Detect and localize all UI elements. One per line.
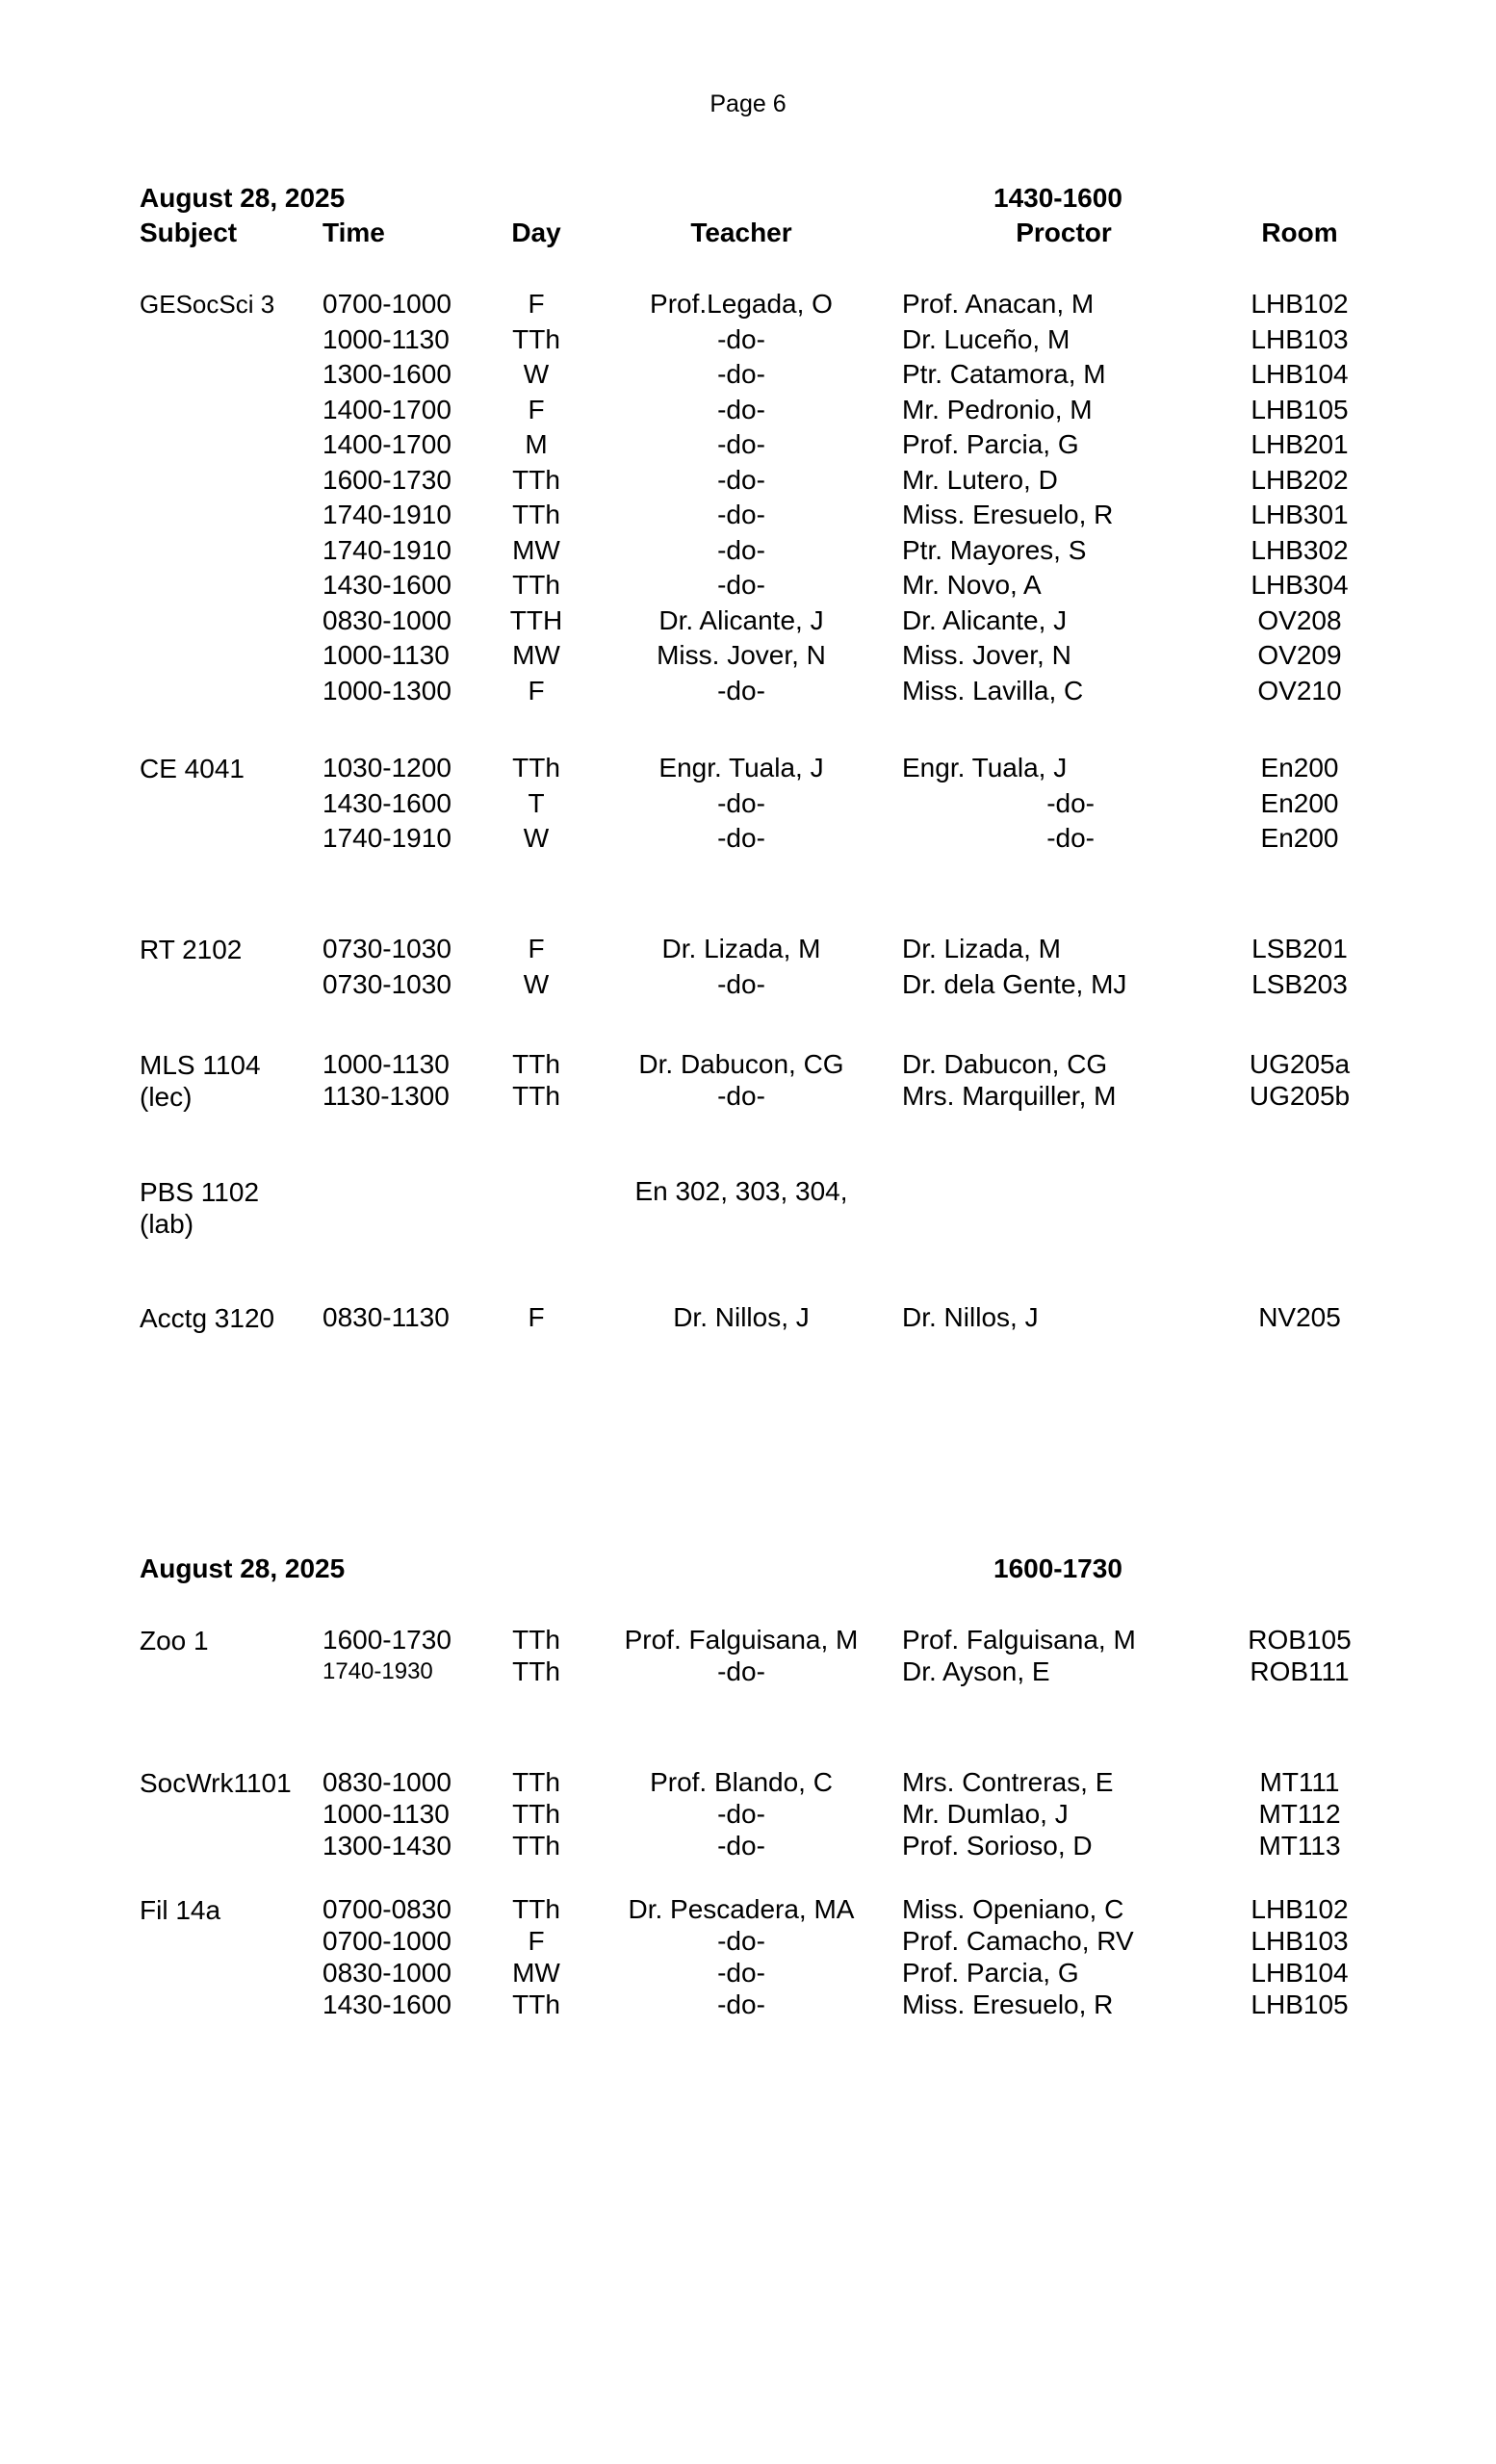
schedule-row: [0, 1656, 1496, 1688]
exam-time: 1400-1700: [322, 429, 451, 459]
teacher-name: -do-: [717, 1831, 765, 1861]
room-code: LHB104: [1251, 1958, 1349, 1988]
subject-code: Fil 14a: [140, 1895, 221, 1925]
exam-day: TTh: [512, 1831, 560, 1861]
exam-day: TTh: [512, 1767, 560, 1797]
subject-code: SocWrk1101: [140, 1768, 292, 1798]
proctor-name: Prof. Parcia, G: [902, 429, 1079, 459]
room-code: LHB301: [1251, 500, 1349, 529]
schedule-row: [0, 676, 1496, 711]
schedule-row: [0, 788, 1496, 824]
exam-time: 0700-1000: [322, 289, 451, 319]
proctor-name: Prof. Camacho, RV: [902, 1926, 1134, 1956]
schedule-row: [0, 535, 1496, 571]
page-number: Page 6: [709, 90, 787, 117]
header-proctor: Proctor: [1016, 218, 1112, 247]
schedule-row: [0, 1926, 1496, 1958]
teacher-name: En 302, 303, 304,: [634, 1176, 848, 1206]
subject-code: Acctg 3120: [140, 1303, 275, 1333]
teacher-name: Miss. Jover, N: [657, 640, 826, 670]
exam-day: T: [528, 787, 545, 818]
section-time-slot: 1430-1600: [993, 183, 1122, 213]
schedule-row: [0, 1989, 1496, 2021]
room-code: LHB103: [1251, 1926, 1349, 1956]
room-code: En200: [1260, 753, 1339, 783]
exam-day: F: [528, 1302, 545, 1332]
room-code: MT112: [1258, 1799, 1341, 1829]
exam-time: 1430-1600: [322, 787, 451, 818]
proctor-name: Dr. Lizada, M: [902, 934, 1061, 963]
schedule-row: [0, 934, 1496, 969]
schedule-rows: [0, 1767, 1496, 1862]
schedule-rows: [0, 1049, 1496, 1113]
proctor-name: Prof. Sorioso, D: [902, 1831, 1093, 1861]
teacher-name: Dr. Lizada, M: [661, 934, 821, 963]
room-code: LHB104: [1251, 359, 1349, 389]
exam-time: 1740-1910: [322, 500, 451, 529]
teacher-name: Dr. Alicante, J: [658, 604, 824, 635]
exam-time: 0830-1000: [322, 1767, 451, 1797]
subject-type: (lab): [140, 1209, 194, 1239]
teacher-name: -do-: [717, 500, 765, 529]
teacher-name: Prof. Falguisana, M: [624, 1625, 859, 1655]
exam-time: 1400-1700: [322, 394, 451, 424]
proctor-name: Miss. Jover, N: [902, 640, 1071, 670]
proctor-name: Miss. Eresuelo, R: [902, 1989, 1114, 2019]
proctor-name: Mrs. Marquiller, M: [902, 1081, 1117, 1111]
proctor-name: Prof. Parcia, G: [902, 1958, 1079, 1988]
exam-day: TTh: [512, 1625, 560, 1655]
section-date: August 28, 2025: [140, 1553, 346, 1583]
schedule-row: [0, 969, 1496, 1005]
room-code: LHB102: [1251, 289, 1349, 319]
subject-code: CE 4041: [140, 754, 245, 783]
exam-day: MW: [512, 640, 560, 670]
room-code: OV210: [1257, 675, 1342, 706]
teacher-name: -do-: [717, 429, 765, 459]
exam-time: 1030-1200: [322, 753, 451, 783]
subject-type: (lec): [140, 1082, 193, 1112]
schedule-rows: [0, 289, 1496, 710]
teacher-name: Dr. Nillos, J: [673, 1302, 810, 1332]
proctor-name: Mr. Novo, A: [902, 570, 1042, 600]
proctor-name: Dr. Nillos, J: [902, 1302, 1039, 1332]
teacher-name: -do-: [717, 1926, 765, 1956]
schedule-row: [0, 823, 1496, 859]
header-subject: Subject: [140, 218, 238, 247]
exam-time: 1000-1130: [322, 1799, 450, 1829]
exam-time: 1740-1930: [322, 1658, 433, 1684]
schedule-row: [0, 289, 1496, 324]
teacher-name: -do-: [717, 464, 765, 495]
teacher-name: -do-: [717, 323, 765, 354]
exam-day: W: [523, 823, 550, 853]
room-code: LSB203: [1251, 968, 1348, 999]
exam-time: 0700-0830: [322, 1894, 451, 1924]
proctor-name: Miss. Eresuelo, R: [902, 500, 1114, 529]
exam-time: 0830-1000: [322, 1958, 451, 1988]
teacher-name: -do-: [717, 675, 765, 706]
proctor-name: Dr. Ayson, E: [902, 1656, 1050, 1686]
exam-day: TTh: [512, 1989, 560, 2019]
room-code: OV209: [1257, 640, 1342, 670]
schedule-row: [0, 1081, 1496, 1113]
exam-day: MW: [512, 1958, 560, 1988]
schedule-row: [0, 1799, 1496, 1831]
room-code: LHB201: [1251, 429, 1349, 459]
teacher-name: -do-: [717, 394, 765, 424]
teacher-name: -do-: [717, 1958, 765, 1988]
schedule-row: [0, 605, 1496, 641]
schedule-rows: [0, 1894, 1496, 2021]
exam-day: TTh: [512, 1049, 560, 1079]
schedule-rows: [0, 1302, 1496, 1338]
teacher-name: -do-: [717, 359, 765, 389]
exam-day: F: [528, 934, 545, 963]
proctor-name: Prof. Anacan, M: [902, 289, 1095, 319]
exam-time: 0700-1000: [322, 1926, 451, 1956]
room-code: LHB103: [1251, 323, 1349, 354]
teacher-name: Engr. Tuala, J: [658, 753, 824, 783]
room-code: LHB102: [1251, 1894, 1349, 1924]
exam-day: W: [523, 359, 550, 389]
exam-time: 1130-1300: [322, 1081, 450, 1111]
schedule-row: [0, 500, 1496, 535]
proctor-name: Miss. Openiano, C: [902, 1894, 1124, 1924]
proctor-name: Dr. dela Gente, MJ: [902, 968, 1127, 999]
exam-time: 1430-1600: [322, 570, 451, 600]
exam-time: 1600-1730: [322, 1625, 451, 1655]
room-code: LHB105: [1251, 1989, 1349, 2019]
exam-day: W: [523, 968, 550, 999]
subject-code: PBS 1102: [140, 1177, 260, 1207]
room-code: MT113: [1258, 1831, 1341, 1861]
teacher-name: -do-: [717, 787, 765, 818]
teacher-name: Prof. Blando, C: [650, 1767, 833, 1797]
room-code: NV205: [1258, 1302, 1341, 1332]
header-teacher: Teacher: [690, 218, 792, 247]
exam-day: F: [528, 1926, 545, 1956]
schedule-row: [0, 465, 1496, 500]
exam-time: 0730-1030: [322, 934, 451, 963]
section-time-slot: 1600-1730: [993, 1553, 1122, 1583]
schedule-row: [0, 324, 1496, 360]
exam-day: MW: [512, 534, 560, 565]
proctor-name: Ptr. Mayores, S: [902, 534, 1087, 565]
subject-code: RT 2102: [140, 935, 243, 964]
proctor-name: Mr. Pedronio, M: [902, 394, 1093, 424]
exam-time: 1000-1130: [322, 1049, 450, 1079]
teacher-name: -do-: [717, 823, 765, 853]
teacher-name: Dr. Dabucon, CG: [638, 1049, 844, 1079]
exam-day: F: [528, 289, 545, 319]
exam-time: 1430-1600: [322, 1989, 451, 2019]
exam-time: 1000-1130: [322, 323, 450, 354]
room-code: OV208: [1257, 604, 1342, 635]
proctor-name: Dr. Luceño, M: [902, 323, 1070, 354]
proctor-name: Mrs. Contreras, E: [902, 1767, 1114, 1797]
exam-day: M: [525, 429, 548, 459]
header-day: Day: [511, 218, 561, 247]
teacher-name: -do-: [717, 1989, 765, 2019]
exam-day: F: [528, 394, 545, 424]
exam-day: TTh: [512, 1656, 560, 1686]
schedule-rows: [0, 1176, 1496, 1212]
exam-day: TTh: [512, 1894, 560, 1924]
exam-day: TTh: [512, 500, 560, 529]
room-code: LHB105: [1251, 394, 1349, 424]
room-code: LHB202: [1251, 464, 1349, 495]
schedule-row: [0, 1625, 1496, 1656]
exam-day: TTh: [512, 464, 560, 495]
room-code: MT111: [1259, 1767, 1340, 1797]
room-code: UG205a: [1249, 1049, 1351, 1079]
teacher-name: -do-: [717, 1799, 765, 1829]
schedule-rows: [0, 1625, 1496, 1688]
teacher-name: Prof.Legada, O: [650, 289, 833, 319]
schedule-row: [0, 1176, 1496, 1212]
teacher-name: -do-: [717, 968, 765, 999]
schedule-rows: [0, 753, 1496, 859]
proctor-name: Dr. Dabucon, CG: [902, 1049, 1108, 1079]
section-date: August 28, 2025: [140, 183, 346, 213]
schedule-row: [0, 1767, 1496, 1799]
teacher-name: -do-: [717, 534, 765, 565]
exam-day: TTh: [512, 1081, 560, 1111]
exam-time: 0830-1000: [322, 604, 451, 635]
room-code: UG205b: [1249, 1081, 1351, 1111]
room-code: En200: [1260, 823, 1339, 853]
schedule-row: [0, 1894, 1496, 1926]
exam-time: 1740-1910: [322, 534, 451, 565]
subject-code: Zoo 1: [140, 1626, 209, 1656]
exam-day: TTH: [509, 604, 563, 635]
teacher-name: -do-: [717, 570, 765, 600]
subject-code: MLS 1104: [140, 1050, 261, 1080]
room-code: ROB105: [1248, 1625, 1352, 1655]
room-code: LHB304: [1251, 570, 1349, 600]
header-room: Room: [1261, 218, 1338, 247]
subject-code: GESocSci 3: [140, 290, 275, 319]
schedule-row: [0, 429, 1496, 465]
schedule-row: [0, 1049, 1496, 1081]
teacher-name: -do-: [717, 1081, 765, 1111]
proctor-name: Engr. Tuala, J: [902, 753, 1068, 783]
exam-time: 1600-1730: [322, 464, 451, 495]
room-code: LHB302: [1251, 534, 1349, 565]
teacher-name: Dr. Pescadera, MA: [628, 1894, 855, 1924]
schedule-row: [0, 1958, 1496, 1989]
schedule-row: [0, 753, 1496, 788]
proctor-name: -do-: [1046, 823, 1095, 853]
exam-time: 0730-1030: [322, 968, 451, 999]
exam-day: TTh: [512, 570, 560, 600]
column-headers: [0, 218, 1496, 252]
proctor-name: Mr. Lutero, D: [902, 464, 1058, 495]
proctor-name: -do-: [1046, 787, 1095, 818]
exam-day: TTh: [512, 1799, 560, 1829]
exam-day: TTh: [512, 753, 560, 783]
schedule-row: [0, 395, 1496, 430]
room-code: ROB111: [1250, 1656, 1350, 1686]
proctor-name: Mr. Dumlao, J: [902, 1799, 1069, 1829]
schedule-row: [0, 570, 1496, 605]
exam-time: 1000-1300: [322, 675, 451, 706]
room-code: LSB201: [1251, 934, 1348, 963]
exam-time: 1000-1130: [322, 640, 450, 670]
proctor-name: Prof. Falguisana, M: [902, 1625, 1136, 1655]
proctor-name: Ptr. Catamora, M: [902, 359, 1106, 389]
header-time: Time: [322, 218, 385, 247]
proctor-name: Dr. Alicante, J: [902, 604, 1068, 635]
proctor-name: Miss. Lavilla, C: [902, 675, 1084, 706]
exam-time: 1300-1430: [322, 1831, 451, 1861]
exam-day: TTh: [512, 323, 560, 354]
schedule-row: [0, 359, 1496, 395]
teacher-name: -do-: [717, 1656, 765, 1686]
schedule-row: [0, 1302, 1496, 1338]
schedule-rows: [0, 934, 1496, 1004]
room-code: En200: [1260, 787, 1339, 818]
schedule-row: [0, 1831, 1496, 1862]
exam-time: 1740-1910: [322, 823, 451, 853]
exam-day: F: [528, 675, 545, 706]
exam-time: 0830-1130: [322, 1302, 450, 1332]
exam-time: 1300-1600: [322, 359, 451, 389]
schedule-row: [0, 640, 1496, 676]
